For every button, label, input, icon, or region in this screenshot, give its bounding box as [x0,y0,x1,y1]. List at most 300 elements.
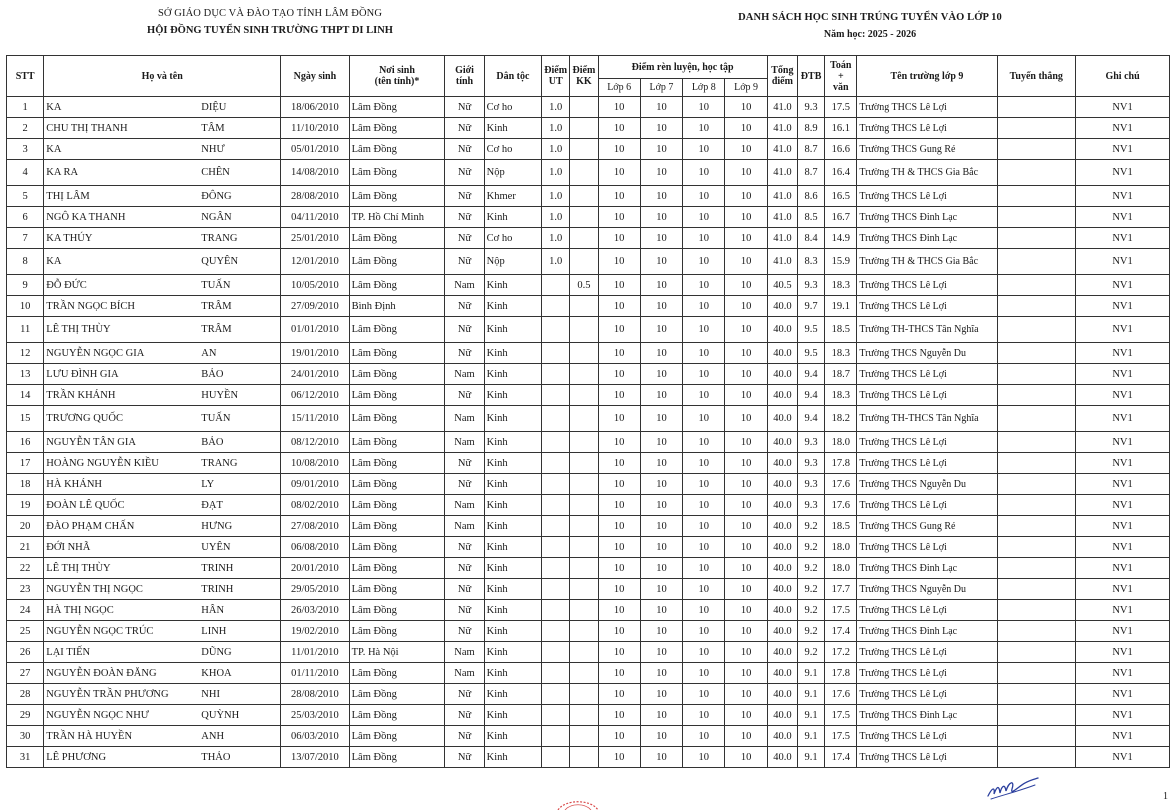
cell-ethnicity: Kinh [484,453,541,474]
surname: CHU THỊ THANH [46,122,128,134]
cell-stt: 23 [7,579,44,600]
cell-math-lit: 17.2 [825,642,857,663]
cell-grade-9: 10 [725,317,767,343]
cell-note: NV1 [1076,385,1170,406]
cell-bonus [570,579,598,600]
cell-total: 41.0 [767,160,797,186]
cell-math-lit: 17.6 [825,474,857,495]
table-row [7,642,1170,663]
cell-school: Trường THCS Lê Lợi [857,385,997,406]
cell-grade-7: 10 [640,160,682,186]
cell-priority [542,453,570,474]
cell-direct [997,579,1076,600]
given-name: ANH [201,730,225,742]
cell-dob: 27/08/2010 [281,516,350,537]
cell-gender: Nữ [445,343,484,364]
official-seal [555,796,601,810]
cell-name [44,642,281,663]
cell-total: 40.0 [767,385,797,406]
cell-bonus [570,747,598,768]
cell-grade-7: 10 [640,118,682,139]
cell-note: NV1 [1076,275,1170,296]
cell-note: NV1 [1076,406,1170,432]
cell-math-lit: 17.4 [825,747,857,768]
cell-direct [997,642,1076,663]
cell-grade-6: 10 [598,228,640,249]
cell-stt: 11 [7,317,44,343]
cell-dtb: 9.3 [797,495,824,516]
cell-name [44,317,281,343]
cell-dob: 12/01/2010 [281,249,350,275]
cell-priority [542,432,570,453]
cell-math-lit: 17.8 [825,453,857,474]
cell-birthplace: Lâm Đồng [349,364,445,385]
given-name: UYÊN [201,541,231,553]
cell-dtb: 8.6 [797,186,824,207]
cell-birthplace: Bình Định [349,296,445,317]
cell-total: 40.0 [767,558,797,579]
cell-ethnicity: Kinh [484,726,541,747]
cell-math-lit: 16.7 [825,207,857,228]
cell-grade-9: 10 [725,249,767,275]
cell-grade-9: 10 [725,663,767,684]
cell-grade-8: 10 [683,663,725,684]
cell-total: 40.0 [767,600,797,621]
cell-priority: 1.0 [542,186,570,207]
table-row [7,228,1170,249]
cell-priority [542,621,570,642]
cell-math-lit: 18.0 [825,537,857,558]
table-row [7,385,1170,406]
cell-grade-7: 10 [640,705,682,726]
cell-priority: 1.0 [542,249,570,275]
cell-bonus [570,118,598,139]
cell-stt: 10 [7,296,44,317]
cell-math-lit: 19.1 [825,296,857,317]
cell-dtb: 9.2 [797,537,824,558]
cell-note: NV1 [1076,139,1170,160]
cell-dob: 28/08/2010 [281,684,350,705]
cell-gender: Nữ [445,558,484,579]
cell-school: Trường THCS Lê Lợi [857,495,997,516]
table-row [7,186,1170,207]
cell-dtb: 8.7 [797,139,824,160]
cell-grade-6: 10 [598,642,640,663]
surname: NGUYỄN NGỌC TRÚC [46,625,154,637]
given-name: HUYỀN [201,389,239,401]
cell-math-lit: 18.3 [825,385,857,406]
cell-ethnicity: Cơ ho [484,228,541,249]
cell-grade-8: 10 [683,249,725,275]
cell-name [44,406,281,432]
cell-grade-6: 10 [598,207,640,228]
table-row [7,118,1170,139]
cell-grade-7: 10 [640,406,682,432]
surname: NGUYỄN NGỌC GIA [46,347,145,359]
cell-direct [997,118,1076,139]
cell-note: NV1 [1076,621,1170,642]
cell-birthplace: Lâm Đồng [349,747,445,768]
cell-grade-8: 10 [683,747,725,768]
cell-grade-8: 10 [683,118,725,139]
cell-dob: 24/01/2010 [281,364,350,385]
cell-stt: 21 [7,537,44,558]
cell-school: Trường THCS Lê Lợi [857,684,997,705]
cell-total: 40.0 [767,432,797,453]
given-name: BẢO [201,436,224,448]
table-row [7,317,1170,343]
cell-name [44,275,281,296]
cell-note: NV1 [1076,317,1170,343]
cell-ethnicity: Kinh [484,406,541,432]
cell-total: 40.0 [767,343,797,364]
cell-dob: 29/05/2010 [281,579,350,600]
cell-math-lit: 18.5 [825,317,857,343]
cell-stt: 14 [7,385,44,406]
cell-dob: 25/03/2010 [281,705,350,726]
cell-ethnicity: Kinh [484,343,541,364]
cell-note: NV1 [1076,558,1170,579]
cell-ethnicity: Kinh [484,207,541,228]
cell-name [44,663,281,684]
cell-grade-7: 10 [640,343,682,364]
cell-grade-8: 10 [683,385,725,406]
cell-grade-7: 10 [640,139,682,160]
cell-priority: 1.0 [542,160,570,186]
cell-math-lit: 18.2 [825,406,857,432]
table-row [7,139,1170,160]
table-row [7,296,1170,317]
cell-dob: 05/01/2010 [281,139,350,160]
cell-name [44,249,281,275]
surname: ĐÀO PHẠM CHẤN [46,520,135,532]
col-name: Họ và tên [44,56,281,97]
cell-name [44,118,281,139]
cell-name [44,558,281,579]
council-name: HỘI ĐỒNG TUYỂN SINH TRƯỜNG THPT DI LINH [147,25,393,36]
table-row [7,474,1170,495]
cell-grade-8: 10 [683,296,725,317]
cell-grade-6: 10 [598,495,640,516]
cell-gender: Nữ [445,385,484,406]
given-name: NHI [201,688,220,700]
cell-school: Trường TH & THCS Gia Bắc [857,249,997,275]
surname: LƯU ĐÌNH GIA [46,368,119,380]
surname: KA [46,256,62,267]
cell-grade-9: 10 [725,139,767,160]
cell-note: NV1 [1076,579,1170,600]
cell-school: Trường THCS Gung Ré [857,516,997,537]
cell-total: 40.0 [767,621,797,642]
cell-grade-6: 10 [598,432,640,453]
cell-ethnicity: Kinh [484,621,541,642]
cell-grade-7: 10 [640,432,682,453]
cell-note: NV1 [1076,642,1170,663]
surname: HOÀNG NGUYỄN KIỀU [46,457,159,469]
table-row [7,726,1170,747]
cell-note: NV1 [1076,474,1170,495]
cell-math-lit: 16.6 [825,139,857,160]
surname: ĐỖ ĐỨC [46,279,87,291]
cell-priority: 1.0 [542,118,570,139]
cell-grade-8: 10 [683,579,725,600]
cell-stt: 26 [7,642,44,663]
cell-dob: 26/03/2010 [281,600,350,621]
cell-total: 41.0 [767,97,797,118]
cell-gender: Nữ [445,296,484,317]
cell-dob: 28/08/2010 [281,186,350,207]
cell-dob: 11/01/2010 [281,642,350,663]
given-name: ĐẠT [201,499,223,511]
cell-bonus [570,406,598,432]
cell-stt: 29 [7,705,44,726]
cell-grade-9: 10 [725,228,767,249]
cell-grade-8: 10 [683,343,725,364]
document-title: DANH SÁCH HỌC SINH TRÚNG TUYỂN VÀO LỚP 10 [738,12,1002,23]
cell-bonus [570,516,598,537]
cell-note: NV1 [1076,726,1170,747]
cell-bonus [570,139,598,160]
cell-math-lit: 17.6 [825,684,857,705]
cell-priority [542,364,570,385]
cell-school: Trường THCS Đinh Lạc [857,705,997,726]
cell-total: 40.0 [767,537,797,558]
cell-stt: 20 [7,516,44,537]
cell-stt: 25 [7,621,44,642]
cell-dtb: 8.7 [797,160,824,186]
cell-grade-9: 10 [725,432,767,453]
cell-gender: Nam [445,364,484,385]
cell-school: Trường THCS Gung Ré [857,139,997,160]
cell-gender: Nữ [445,537,484,558]
cell-school: Trường THCS Nguyễn Du [857,579,997,600]
cell-direct [997,139,1076,160]
cell-priority [542,385,570,406]
cell-birthplace: Lâm Đồng [349,249,445,275]
cell-priority [542,343,570,364]
cell-ethnicity: Kinh [484,747,541,768]
cell-grade-6: 10 [598,186,640,207]
surname: TRƯƠNG QUỐC [46,413,123,424]
cell-gender: Nữ [445,249,484,275]
surname: TRẦN HÀ HUYỀN [46,730,133,742]
cell-direct [997,495,1076,516]
cell-note: NV1 [1076,453,1170,474]
cell-stt: 3 [7,139,44,160]
cell-grade-6: 10 [598,558,640,579]
cell-note: NV1 [1076,684,1170,705]
cell-school: Trường THCS Lê Lợi [857,642,997,663]
cell-grade-6: 10 [598,406,640,432]
cell-grade-9: 10 [725,495,767,516]
col-direct-admission: Tuyển thẳng [997,56,1076,97]
cell-total: 41.0 [767,186,797,207]
cell-grade-6: 10 [598,275,640,296]
surname: NGUYỄN THỊ NGỌC [46,583,143,595]
cell-direct [997,296,1076,317]
cell-grade-6: 10 [598,97,640,118]
cell-name [44,474,281,495]
cell-grade-8: 10 [683,317,725,343]
cell-stt: 6 [7,207,44,228]
cell-grade-8: 10 [683,453,725,474]
cell-grade-8: 10 [683,516,725,537]
cell-name [44,160,281,186]
cell-math-lit: 15.9 [825,249,857,275]
cell-dtb: 9.2 [797,558,824,579]
cell-dob: 08/02/2010 [281,495,350,516]
cell-note: NV1 [1076,186,1170,207]
cell-ethnicity: Kinh [484,537,541,558]
cell-dtb: 9.1 [797,663,824,684]
department-name: SỞ GIÁO DỤC VÀ ĐÀO TẠO TỈNH LÂM ĐỒNG [157,8,383,19]
cell-gender: Nữ [445,317,484,343]
cell-ethnicity: Kinh [484,705,541,726]
cell-gender: Nữ [445,474,484,495]
cell-dtb: 8.5 [797,207,824,228]
cell-grade-8: 10 [683,364,725,385]
cell-total: 40.5 [767,275,797,296]
cell-total: 41.0 [767,207,797,228]
cell-grade-6: 10 [598,453,640,474]
cell-dtb: 9.2 [797,600,824,621]
cell-dtb: 9.2 [797,642,824,663]
cell-total: 40.0 [767,364,797,385]
col-grade-6: Lớp 6 [598,79,640,97]
cell-priority [542,642,570,663]
col-dob: Ngày sinh [281,56,350,97]
cell-dob: 19/01/2010 [281,343,350,364]
given-name: KHOA [201,667,232,679]
cell-ethnicity: Kinh [484,317,541,343]
cell-grade-6: 10 [598,516,640,537]
cell-gender: Nữ [445,726,484,747]
cell-dob: 08/12/2010 [281,432,350,453]
given-name: TUẤN [201,413,231,424]
cell-ethnicity: Kinh [484,495,541,516]
cell-grade-6: 10 [598,537,640,558]
cell-name [44,453,281,474]
cell-ethnicity: Kinh [484,474,541,495]
cell-name [44,364,281,385]
cell-math-lit: 18.3 [825,343,857,364]
given-name: NHƯ [201,143,225,155]
cell-school: Trường THCS Nguyễn Du [857,474,997,495]
cell-dtb: 8.3 [797,249,824,275]
cell-grade-9: 10 [725,207,767,228]
cell-priority [542,747,570,768]
cell-grade-8: 10 [683,474,725,495]
cell-stt: 1 [7,97,44,118]
col-grade-9: Lớp 9 [725,79,767,97]
cell-grade-9: 10 [725,275,767,296]
cell-stt: 12 [7,343,44,364]
cell-name [44,97,281,118]
cell-gender: Nữ [445,97,484,118]
cell-direct [997,249,1076,275]
cell-birthplace: Lâm Đồng [349,453,445,474]
table-row [7,600,1170,621]
cell-grade-7: 10 [640,558,682,579]
cell-birthplace: Lâm Đồng [349,537,445,558]
cell-grade-7: 10 [640,228,682,249]
cell-ethnicity: Kinh [484,684,541,705]
cell-bonus [570,621,598,642]
cell-math-lit: 18.0 [825,432,857,453]
col-note: Ghi chú [1076,56,1170,97]
cell-math-lit: 16.5 [825,186,857,207]
cell-direct [997,275,1076,296]
given-name: TÂM [201,122,225,134]
cell-direct [997,663,1076,684]
cell-total: 41.0 [767,249,797,275]
cell-ethnicity: Kinh [484,579,541,600]
cell-ethnicity: Kinh [484,663,541,684]
cell-stt: 19 [7,495,44,516]
cell-total: 41.0 [767,118,797,139]
cell-bonus [570,160,598,186]
cell-grade-8: 10 [683,275,725,296]
surname: KA [46,143,62,155]
cell-birthplace: Lâm Đồng [349,516,445,537]
surname: LÊ PHƯƠNG [46,751,107,763]
cell-bonus [570,726,598,747]
cell-grade-9: 10 [725,642,767,663]
cell-note: NV1 [1076,516,1170,537]
cell-grade-7: 10 [640,621,682,642]
cell-bonus [570,642,598,663]
cell-grade-9: 10 [725,600,767,621]
cell-note: NV1 [1076,296,1170,317]
cell-school: Trường THCS Lê Lợi [857,364,997,385]
cell-grade-8: 10 [683,495,725,516]
cell-dob: 04/11/2010 [281,207,350,228]
cell-dtb: 9.4 [797,385,824,406]
cell-grade-9: 10 [725,579,767,600]
cell-name [44,600,281,621]
cell-dtb: 9.3 [797,453,824,474]
cell-dob: 06/12/2010 [281,385,350,406]
cell-note: NV1 [1076,663,1170,684]
cell-dtb: 9.1 [797,684,824,705]
cell-direct [997,432,1076,453]
cell-math-lit: 14.9 [825,228,857,249]
given-name: TRANG [201,457,238,469]
cell-grade-6: 10 [598,343,640,364]
cell-stt: 27 [7,663,44,684]
table-row [7,663,1170,684]
cell-math-lit: 17.5 [825,600,857,621]
cell-total: 40.0 [767,684,797,705]
given-name: ĐÔNG [201,190,232,202]
cell-dob: 13/07/2010 [281,747,350,768]
cell-dob: 25/01/2010 [281,228,350,249]
cell-ethnicity: Nộp [484,160,541,186]
given-name: BẢO [201,368,224,380]
cell-direct [997,406,1076,432]
col-grade-7: Lớp 7 [640,79,682,97]
cell-grade-9: 10 [725,186,767,207]
cell-direct [997,453,1076,474]
cell-bonus [570,600,598,621]
given-name: LY [201,478,215,490]
cell-grade-7: 10 [640,453,682,474]
cell-priority: 1.0 [542,228,570,249]
cell-bonus [570,705,598,726]
cell-total: 40.0 [767,317,797,343]
cell-grade-9: 10 [725,705,767,726]
cell-name [44,621,281,642]
